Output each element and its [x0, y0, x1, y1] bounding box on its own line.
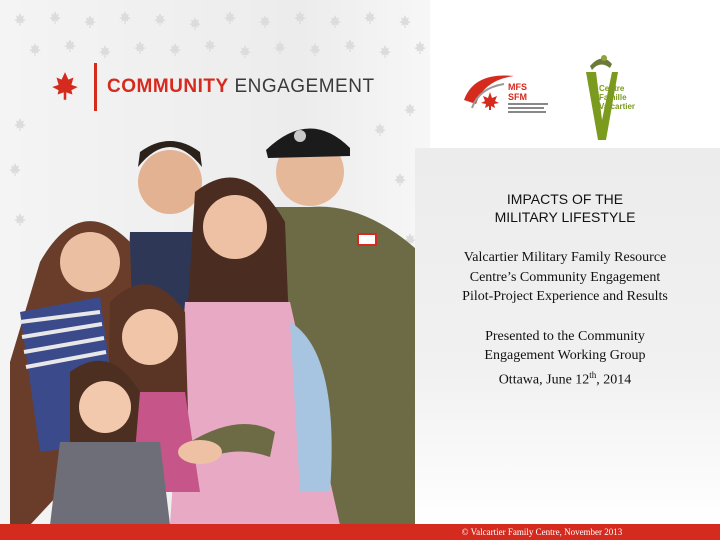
brand-title [107, 76, 375, 98]
brand-title-light: ENGAGEMENT [234, 76, 375, 97]
mother-face [60, 232, 120, 292]
heading-line2: MILITARY LIFESTYLE [494, 209, 636, 225]
presented-date: Ottawa, June 12 [498, 372, 590, 388]
boy-face [138, 150, 202, 214]
presented-line1: Presented to the Community [485, 328, 645, 344]
brand-title-bold: COMMUNITY [107, 76, 229, 97]
small-girl-face [79, 381, 131, 433]
presented-block [455, 327, 675, 390]
brand-header [48, 62, 375, 112]
maple-leaf-icon [48, 70, 82, 104]
presented-line2: Engagement Working Group [484, 348, 646, 363]
presented-year: , 2014 [596, 372, 632, 388]
brand-divider [94, 63, 97, 111]
mfs-maple-icon [481, 92, 499, 110]
subtitle: Valcartier Military Family Resource Centre’s Community Engagement Pilot-Project Experience and Results [462, 250, 668, 304]
presented-line3 [455, 366, 675, 390]
soldier-beret [266, 128, 350, 158]
mfs-logo [454, 70, 574, 118]
cfv-line2: Famille [599, 93, 627, 102]
teen-girl-face [203, 195, 267, 259]
title-block [455, 190, 675, 410]
partner-logos [440, 40, 710, 120]
cfv-line3: Valcartier [599, 102, 636, 111]
presented-date-sup: th [589, 369, 597, 380]
heading-line1: IMPACTS OF THE [506, 191, 624, 207]
sfm-text: SFM [508, 92, 527, 102]
middle-girl-face [122, 309, 178, 365]
family-photo [10, 112, 430, 525]
mfs-text: MFS [508, 82, 527, 92]
main-heading [455, 190, 675, 226]
footer-copyright: © Valcartier Family Centre, November 2013 [461, 527, 623, 537]
flag-patch [358, 234, 376, 245]
cfv-logo [582, 48, 662, 148]
cfv-line1: Centre [599, 84, 625, 93]
